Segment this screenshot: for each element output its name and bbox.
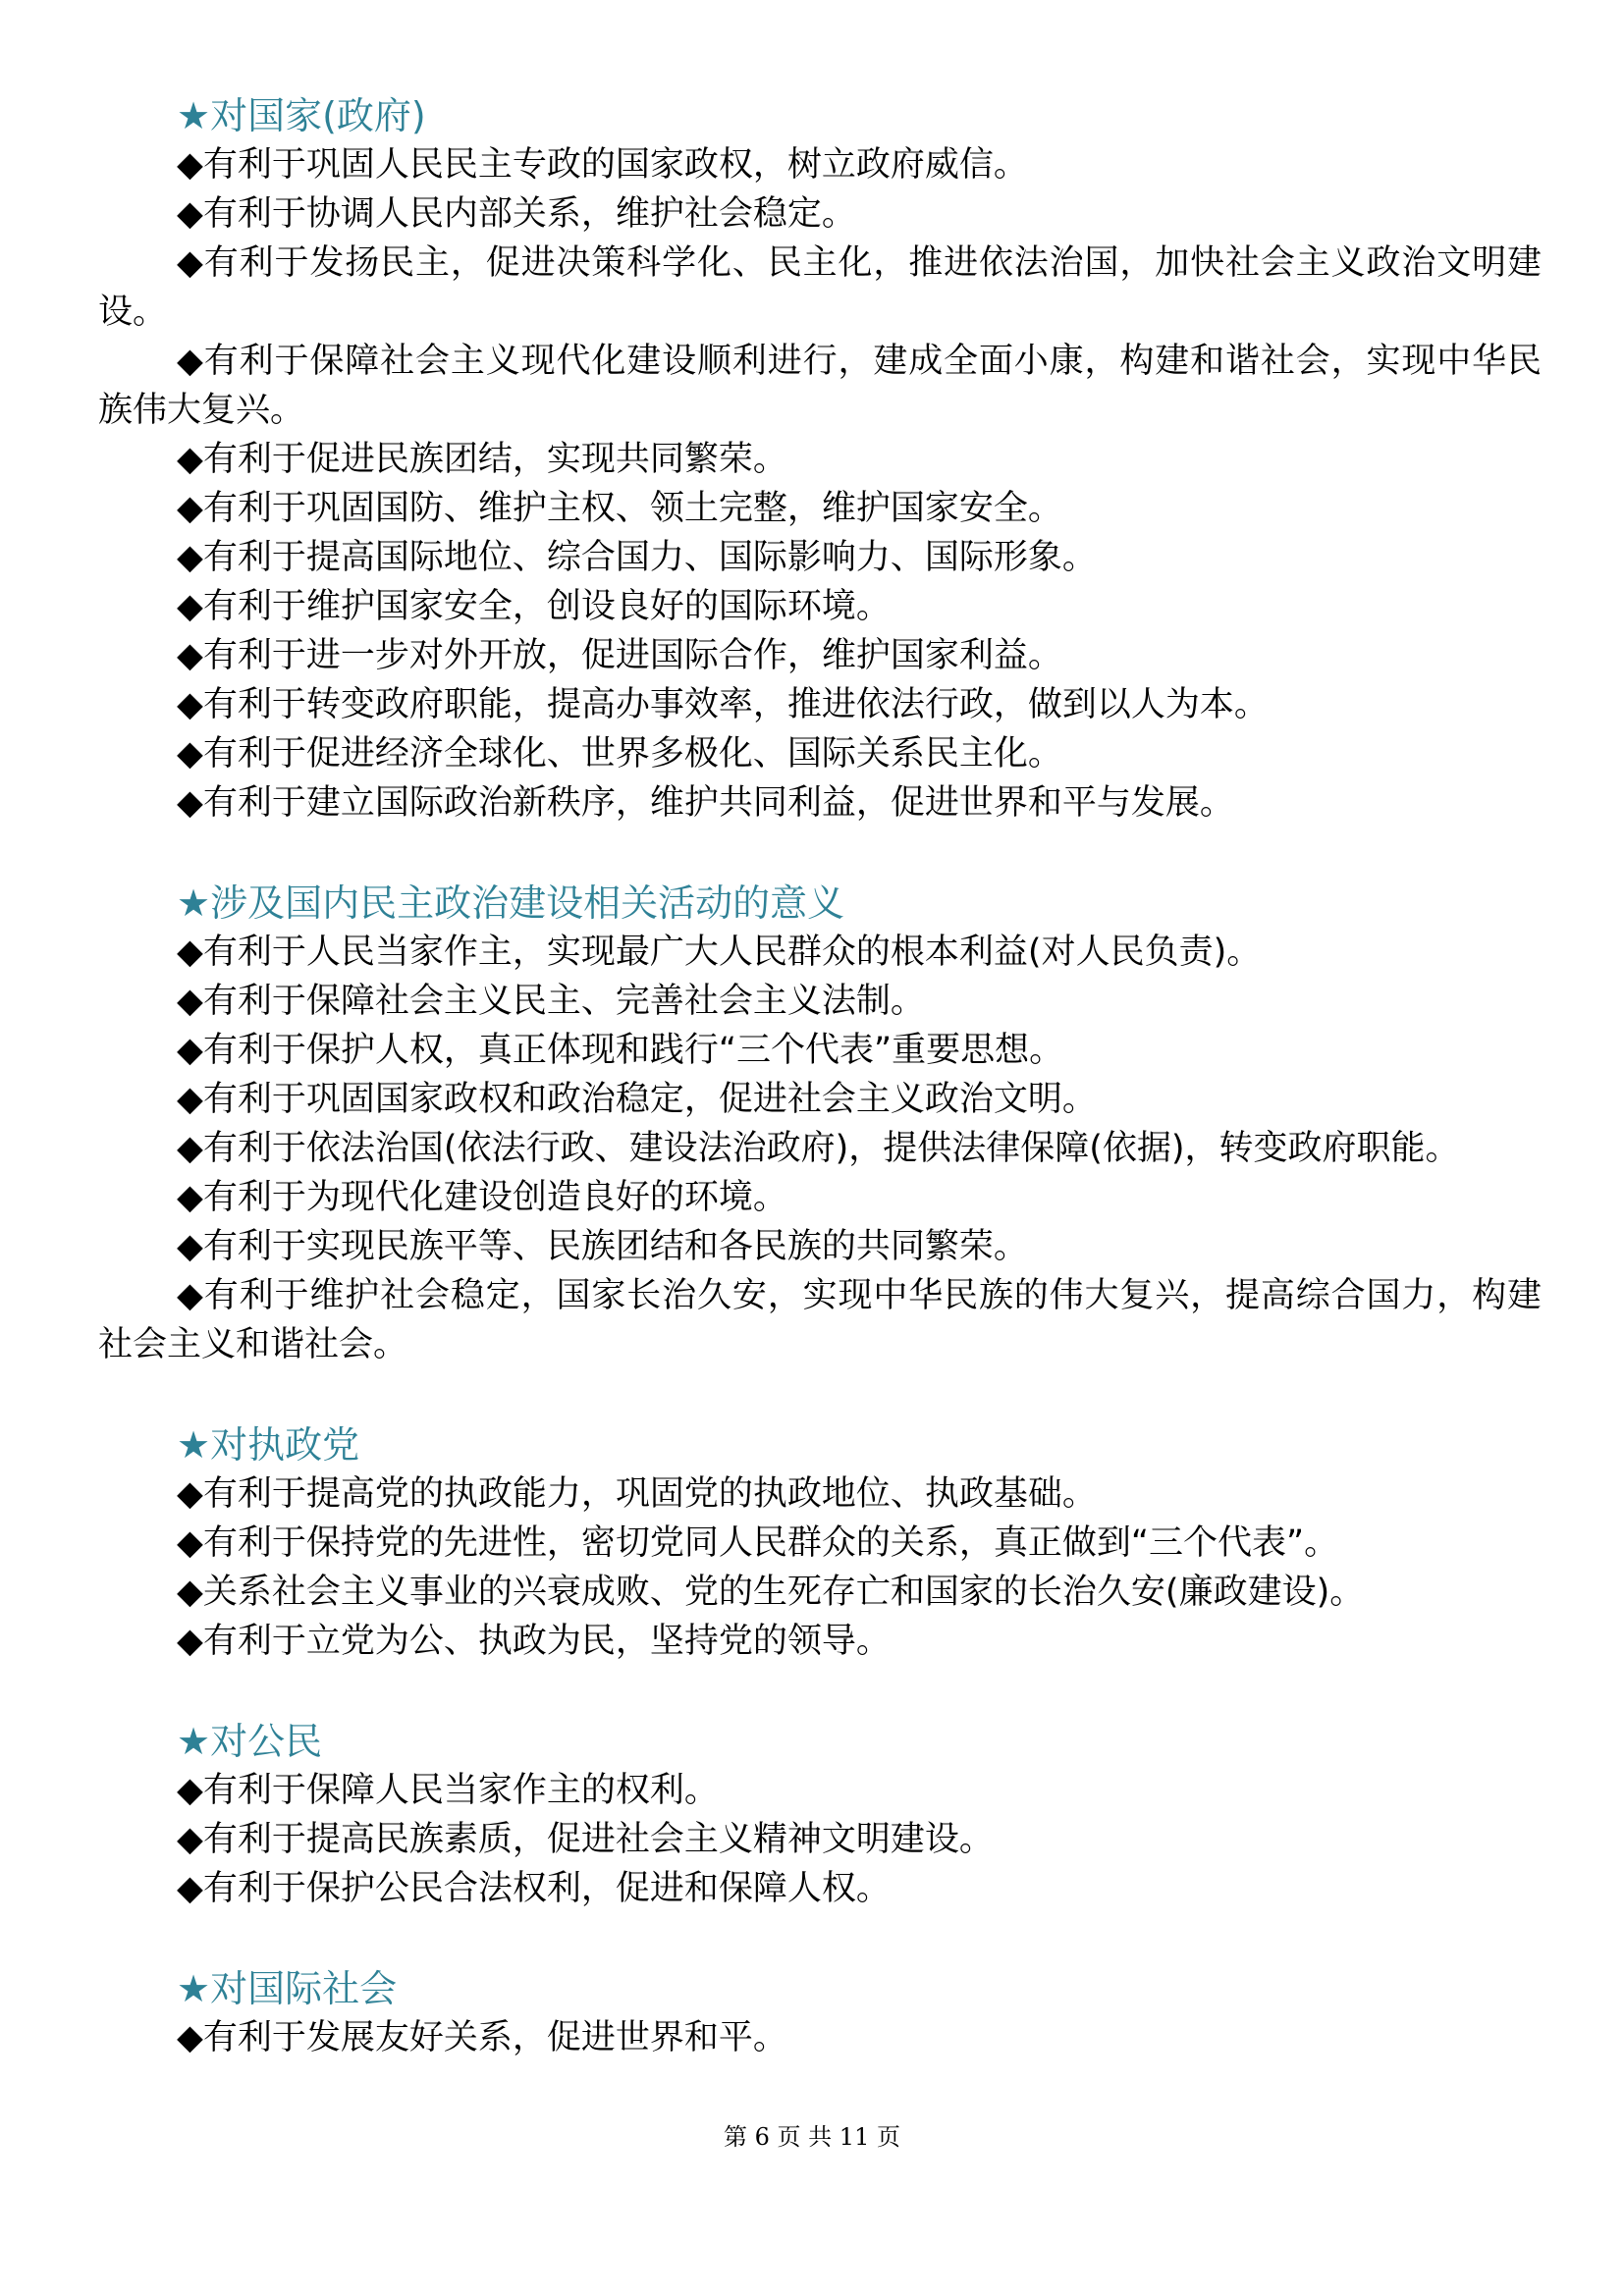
- list-item: ◆有利于保持党的先进性，密切党同人民群众的关系，真正做到“三个代表”。: [177, 1523, 1339, 1563]
- list-item: ◆有利于保障社会主义民主、完善社会主义法制。: [177, 982, 925, 1021]
- section-heading: ★对国家(政府): [177, 94, 426, 137]
- list-item: ◆有利于提高国际地位、综合国力、国际影响力、国际形象。: [177, 538, 1097, 577]
- section-ruling-party: [98, 1420, 1542, 1666]
- list-item: ◆关系社会主义事业的兴衰成败、党的生死存亡和国家的长治久安(廉政建设)。: [177, 1573, 1365, 1612]
- list-item: ◆有利于协调人民内部关系，维护社会稳定。: [177, 194, 856, 234]
- list-item: ◆有利于巩固人民民主专政的国家政权，树立政府威信。: [177, 145, 1028, 185]
- section-heading: ★涉及国内民主政治建设相关活动的意义: [177, 881, 845, 925]
- section-heading: ★对执政党: [177, 1423, 360, 1467]
- list-item: ◆有利于维护社会稳定，国家长治久安，实现中华民族的伟大复兴，提高综合国力，构建社会主义和谐社会。: [98, 1276, 1542, 1364]
- list-item: ◆有利于保护人权，真正体现和践行“三个代表”重要思想。: [177, 1031, 1064, 1070]
- section-heading: ★对国际社会: [177, 1967, 398, 2010]
- list-item: ◆有利于发展友好关系，促进世界和平。: [177, 2018, 787, 2057]
- list-item: ◆有利于保护公民合法权利，促进和保障人权。: [177, 1869, 891, 1908]
- list-item: ◆有利于依法治国(依法行政、建设法治政府)，提供法律保障(依据)，转变政府职能。: [177, 1129, 1460, 1168]
- section-to-state: [98, 91, 1542, 828]
- list-item: ◆有利于为现代化建设创造良好的环境。: [177, 1178, 787, 1217]
- list-item: ◆有利于提高民族素质，促进社会主义精神文明建设。: [177, 1820, 994, 1859]
- list-item: ◆有利于立党为公、执政为民，坚持党的领导。: [177, 1622, 891, 1661]
- list-item: ◆有利于维护国家安全，创设良好的国际环境。: [177, 587, 891, 626]
- list-item: ◆有利于发扬民主，促进决策科学化、民主化，推进依法治国，加快社会主义政治文明建设。: [98, 243, 1542, 332]
- list-item: ◆有利于保障社会主义现代化建设顺利进行，建成全面小康，构建和谐社会，实现中华民族伟大复兴。: [98, 342, 1542, 430]
- page-number-footer: 第 6 页 共 11 页: [724, 2123, 900, 2151]
- list-item: ◆有利于进一步对外开放，促进国际合作，维护国家利益。: [177, 636, 1062, 675]
- list-item: ◆有利于保障人民当家作主的权利。: [177, 1771, 719, 1810]
- list-item: ◆有利于人民当家作主，实现最广大人民群众的根本利益(对人民负责)。: [177, 933, 1262, 972]
- section-citizens: [98, 1717, 1542, 1913]
- list-item: ◆有利于巩固国家政权和政治稳定，促进社会主义政治文明。: [177, 1080, 1097, 1119]
- section-international-community: [98, 1964, 1542, 2062]
- list-item: ◆有利于促进民族团结，实现共同繁荣。: [177, 440, 787, 479]
- list-item: ◆有利于巩固国防、维护主权、领土完整，维护国家安全。: [177, 489, 1062, 528]
- list-item: ◆有利于实现民族平等、民族团结和各民族的共同繁荣。: [177, 1227, 1028, 1266]
- section-domestic-democracy: [98, 879, 1542, 1369]
- list-item: ◆有利于促进经济全球化、世界多极化、国际关系民主化。: [177, 734, 1062, 774]
- section-heading: ★对公民: [177, 1720, 323, 1763]
- list-item: ◆有利于建立国际政治新秩序，维护共同利益，促进世界和平与发展。: [177, 783, 1234, 823]
- document-body: [98, 91, 1542, 2062]
- list-item: ◆有利于提高党的执政能力，巩固党的执政地位、执政基础。: [177, 1474, 1097, 1514]
- list-item: ◆有利于转变政府职能，提高办事效率，推进依法行政，做到以人为本。: [177, 685, 1269, 724]
